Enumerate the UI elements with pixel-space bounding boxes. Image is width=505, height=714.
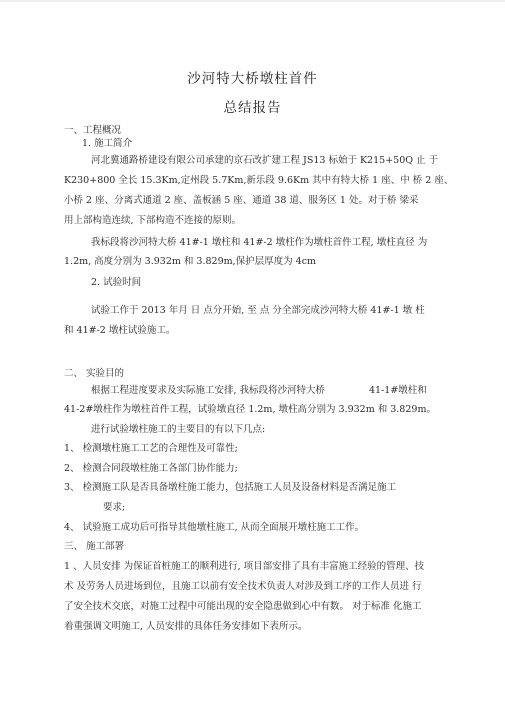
paragraph-line: 41-1#墩柱和 [369, 385, 427, 396]
paragraph-line: 1.2m, 高度分别为 3.932m 和 3.829m,保护层厚度为 4cm [64, 256, 317, 267]
paragraph-line: 河北冀通路桥建设有限公司承建的京石改扩建工程 JS13 标始于 K215+50Q 止 于 [91, 155, 439, 166]
subsection-heading-1-2: 2. 试验时间 [91, 277, 142, 288]
paragraph-line: 小桥 2 座、分离式通道 2 座、盖板涵 5 座、通道 38 道、服务区 1 处。对于桥 梁采 [64, 195, 419, 206]
subsection-heading-1-1: 1. 施工简介 [82, 138, 133, 149]
list-item: 2、 检测合同段墩柱施工各部门协作能力; [64, 463, 238, 474]
document-subtitle: 总结报告 [223, 100, 282, 116]
paragraph-line: 试验工作于 2013 年月 日 点分开始, 至 点 分全部完成沙河特大桥 41#-1 墩 柱 [91, 305, 425, 316]
paragraph-line: 着重强调文明施工, 人员安排的具体任务安排如下表所示。 [64, 621, 308, 632]
section-heading-3: 三、 施工部署 [64, 541, 125, 552]
paragraph-line: 术 及劳务人员进场到位，且施工以前有安全技术负责人对涉及到工序的工作人员进 行 [64, 581, 422, 592]
paragraph-line: 1 、人员安排 为保证首桩施工的顺利进行, 项目部安排了具有丰富施工经验的管理、技 [64, 561, 425, 572]
document-title: 沙河特大桥墩柱首件 [187, 71, 318, 87]
paragraph-line: K230+800 全长 15.3Km,定州段 5.7Km,新乐段 9.6Km 其中有特大桥 1 座、中 桥 2 座、 [64, 175, 454, 186]
paragraph-line: 进行试验墩柱施工的主要目的有以下几点: [91, 424, 266, 435]
paragraph-line: 我标段将沙河特大桥 41#-1 墩柱和 41#-2 墩柱作为墩柱首件工程, 墩柱直径 为 [91, 237, 428, 248]
list-item: 3、 检测施工队是否具备墩柱施工能力，包括施工人员及设备材料是否满足施工 [64, 482, 397, 493]
paragraph-line: 了安全技术交底，对施工过程中可能出现的安全隐患做到心中有数。 对于标准 化施工 [64, 601, 422, 612]
page-top-edge [0, 0, 505, 2]
section-heading-1: 一、工程概况 [64, 125, 122, 136]
paragraph-line: 用上部构造连续, 下部构造不连接的原则。 [64, 215, 242, 226]
paragraph-line: 和 41#-2 墩柱试验施工。 [64, 325, 176, 336]
paragraph-line: 41-2#墩柱作为墩柱首件工程，试验墩直径 1.2m, 墩柱高分别为 3.932m 和 3.829m。 [64, 404, 436, 415]
section-heading-2: 二、 实验目的 [64, 368, 125, 379]
list-item-continuation: 要求; [103, 502, 126, 513]
paragraph-line: 根据工程进度要求及实际施工安排, 我标段将沙河特大桥 [91, 385, 326, 396]
list-item: 1、 检测墩柱施工工艺的合理性及可靠性; [64, 443, 238, 454]
list-item: 4、 试验施工成功后可指导其他墩柱施工, 从而全面展开墩柱施工工作。 [64, 522, 365, 533]
